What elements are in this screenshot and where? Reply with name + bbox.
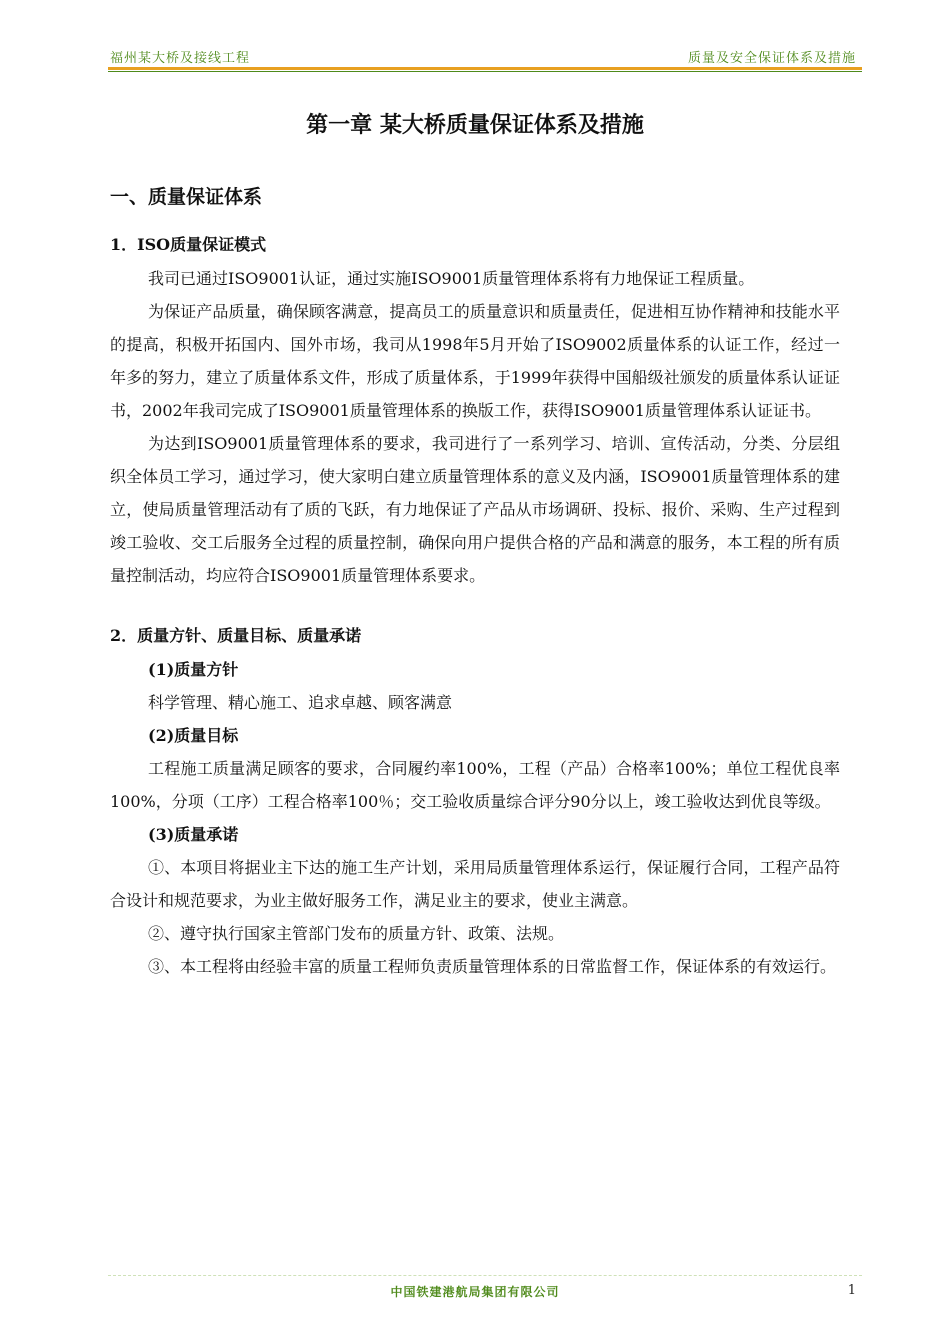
commitment-heading: (3)质量承诺 — [148, 825, 239, 844]
policy-heading: (1)质量方针 — [148, 660, 239, 679]
chapter-title: 第一章 某大桥质量保证体系及措施 — [306, 112, 644, 138]
policy-text: 科学管理、精心施工、追求卓越、顾客满意 — [148, 693, 453, 712]
goal-heading: (2)质量目标 — [148, 726, 239, 745]
paragraph: 我司已通过ISO9001认证，通过实施ISO9001质量管理体系将有力地保证工程质量。 — [148, 269, 755, 288]
commitment-item: ③、本工程将由经验丰富的质量工程师负责质量管理体系的日常监督工作，保证体系的有效运行。 — [148, 957, 837, 976]
footer-company: 中国铁建港航局集团有限公司 — [390, 1285, 560, 1299]
subsection-title-iso: 1．ISO质量保证模式 — [110, 235, 267, 254]
section-title: 一、质量保证体系 — [110, 186, 263, 208]
header-section-name: 质量及安全保证体系及措施 — [687, 51, 856, 66]
paragraph: 为保证产品质量，确保顾客满意，提高员工的质量意识和质量责任，促进相互协作精神和技能水平的提高，积极开拓国内、国外市场，我司从1998年5月开始了ISO9002质量体系的认证工作，经过一年多的努力，建立了质量体系文件，形成了质量体系，于1999年获得中国船级社颁发的质量体系认证证书，2002年我司完成了ISO9001质量管理体系的换版工作，获得ISO9001质量管理体系认证证书。 — [110, 302, 840, 420]
document-body — [110, 108, 840, 983]
footer-divider — [108, 1275, 862, 1276]
page-number: 1 — [847, 1283, 856, 1298]
paragraph: 为达到ISO9001质量管理体系的要求，我司进行了一系列学习、培训、宣传活动，分类、分层组织全体员工学习，通过学习，使大家明白建立质量管理体系的意义及内涵，ISO9001质量管理体系的建立，使局质量管理活动有了质的飞跃，有力地保证了产品从市场调研、投标、报价、采购、生产过程到竣工验收、交工后服务全过程的质量控制，确保向用户提供合格的产品和满意的服务，本工程的所有质量控制活动，均应符合ISO9001质量管理体系要求。 — [110, 434, 840, 585]
header-project-name: 福州某大桥及接线工程 — [110, 51, 251, 66]
subsection-title-policy: 2．质量方针、质量目标、质量承诺 — [110, 626, 362, 645]
header-divider-green — [108, 71, 862, 72]
header-divider-orange — [108, 67, 862, 70]
commitment-item: ②、遵守执行国家主管部门发布的质量方针、政策、法规。 — [148, 924, 565, 943]
commitment-item: ①、本项目将据业主下达的施工生产计划，采用局质量管理体系运行，保证履行合同，工程产品符合设计和规范要求，为业主做好服务工作，满足业主的要求，使业主满意。 — [110, 858, 840, 910]
goal-text: 工程施工质量满足顾客的要求，合同履约率100%，工程（产品）合格率100%；单位工程优良率100%，分项（工序）工程合格率100％；交工验收质量综合评分90分以上，竣工验收达到优良等级。 — [110, 759, 840, 811]
spacer — [110, 592, 840, 621]
